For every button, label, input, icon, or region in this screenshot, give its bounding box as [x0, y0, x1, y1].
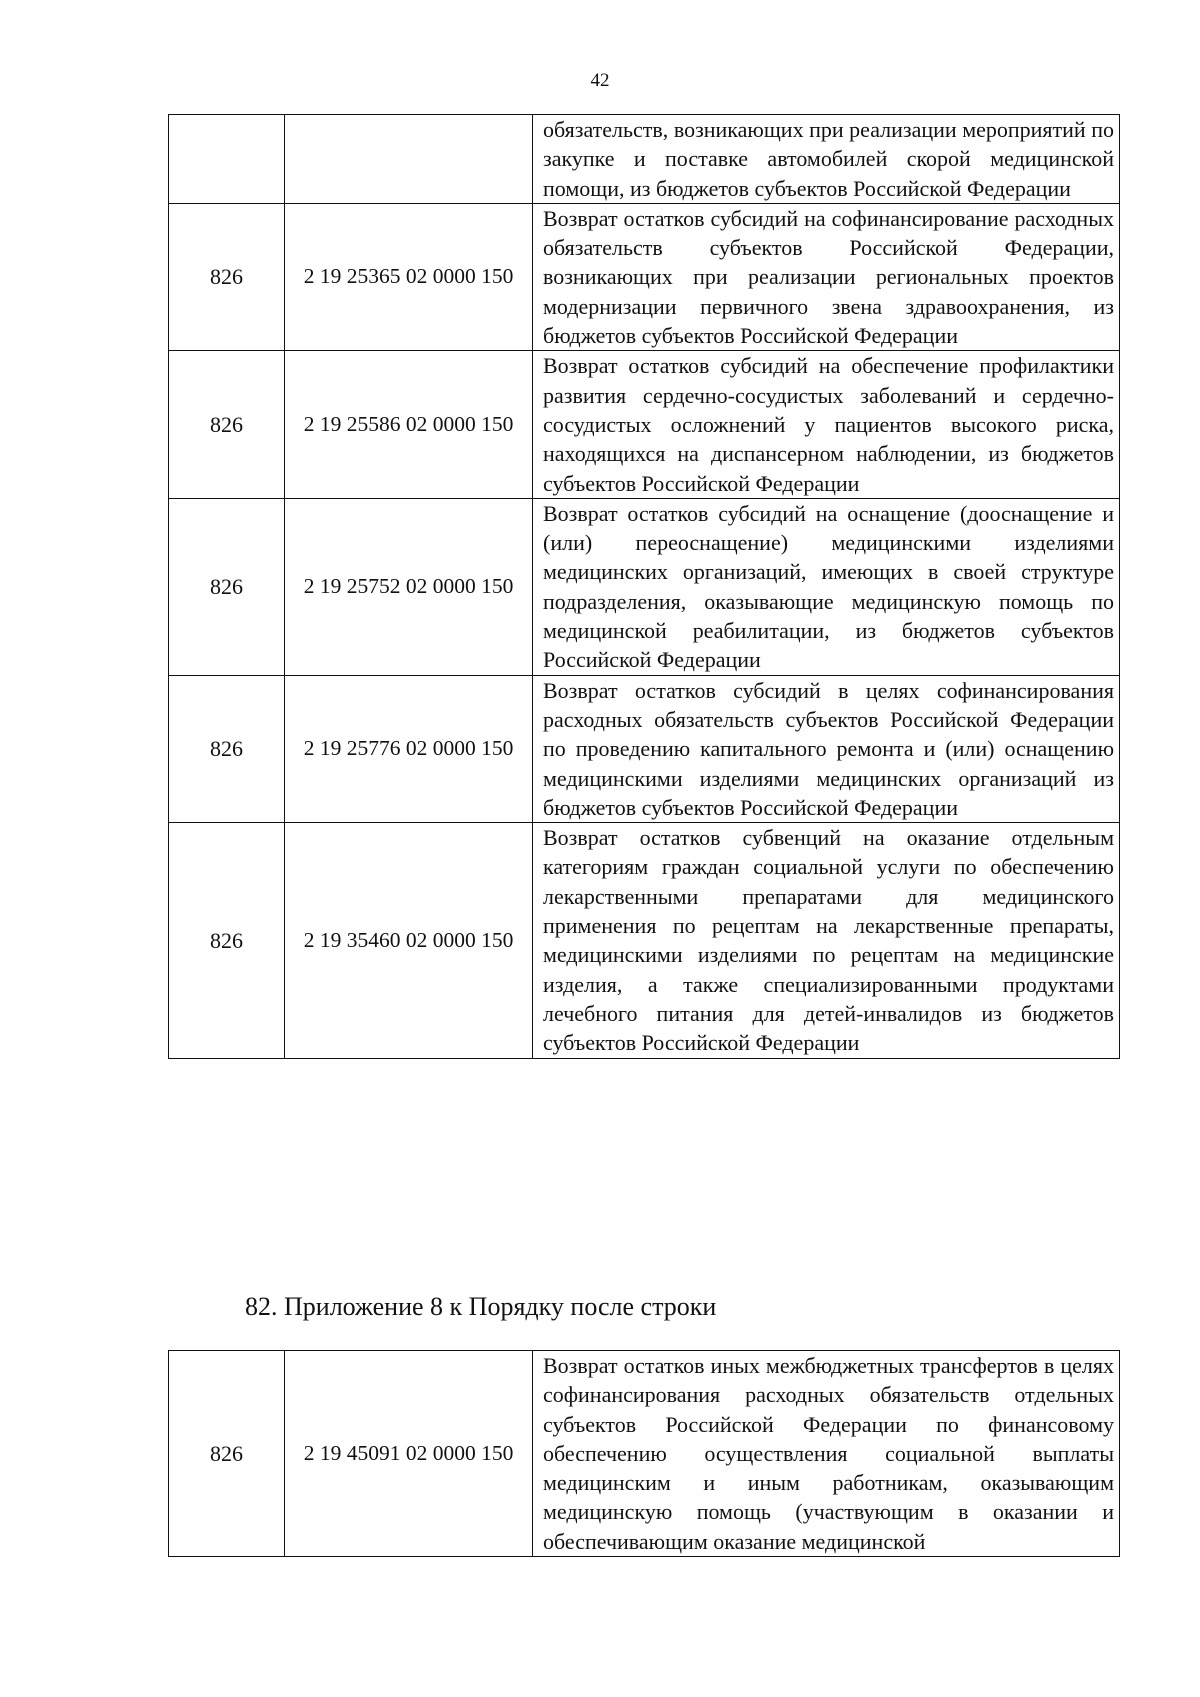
description-cell: Возврат остатков иных межбюджетных трансфертов в целях софинансирования расходных обязательств отдельных субъектов Российской Федерации по финансовому обеспечению осуществления социальной выплаты медицинским и иным работникам, оказывающим медицинскую помощь (участвующим в оказании и обеспечивающим оказание медицинской — [533, 1351, 1120, 1557]
description-cell: Возврат остатков субсидий на оснащение (дооснащение и (или) переоснащение) медицинскими изделиями медицинских организаций, имеющих в своей структуре подразделения, оказывающие медицинскую помощь по медицинской реабилитации, из бюджетов субъектов Российской Федерации — [533, 498, 1120, 675]
table-row — [169, 823, 1120, 1058]
budget-codes-table-continued — [168, 1350, 1120, 1557]
budget-codes-table — [168, 114, 1120, 1059]
description-cell: Возврат остатков субсидий на софинансирование расходных обязательств субъектов Российской Федерации, возникающих при реализации региональных проектов модернизации первичного звена здравоохранения, из бюджетов субъектов Российской Федерации — [533, 203, 1120, 350]
budget-classification-code-cell: 2 19 25586 02 0000 150 — [285, 351, 533, 498]
chapter-code-cell — [169, 115, 285, 204]
budget-classification-code-cell — [285, 115, 533, 204]
chapter-code-cell: 826 — [169, 823, 285, 1058]
chapter-code-cell: 826 — [169, 675, 285, 822]
chapter-code-cell: 826 — [169, 351, 285, 498]
budget-classification-code-cell: 2 19 45091 02 0000 150 — [285, 1351, 533, 1557]
budget-classification-code-cell: 2 19 35460 02 0000 150 — [285, 823, 533, 1058]
budget-classification-code-cell: 2 19 25752 02 0000 150 — [285, 498, 533, 675]
chapter-code-cell: 826 — [169, 1351, 285, 1557]
table-row — [169, 675, 1120, 822]
description-cell: Возврат остатков субсидий на обеспечение профилактики развития сердечно-сосудистых заболеваний и сердечно-сосудистых осложнений у пациентов высокого риска, находящихся на диспансерном наблюдении, из бюджетов субъектов Российской Федерации — [533, 351, 1120, 498]
table-row — [169, 115, 1120, 204]
description-cell: обязательств, возникающих при реализации мероприятий по закупке и поставке автомобилей скорой медицинской помощи, из бюджетов субъектов Российской Федерации — [533, 115, 1120, 204]
table-row — [169, 203, 1120, 350]
budget-classification-code-cell: 2 19 25365 02 0000 150 — [285, 203, 533, 350]
description-cell: Возврат остатков субвенций на оказание отдельным категориям граждан социальной услуги по обеспечению лекарственными препаратами для медицинского применения по рецептам на лекарственные препараты, медицинскими изделиями по рецептам на медицинские изделия, а также специализированными продуктами лечебного питания для детей-инвалидов из бюджетов субъектов Российской Федерации — [533, 823, 1120, 1058]
section-heading: 82. Приложение 8 к Порядку после строки — [245, 1292, 717, 1321]
budget-classification-code-cell: 2 19 25776 02 0000 150 — [285, 675, 533, 822]
chapter-code-cell: 826 — [169, 203, 285, 350]
page-number: 42 — [590, 70, 610, 91]
table-row — [169, 498, 1120, 675]
description-cell: Возврат остатков субсидий в целях софинансирования расходных обязательств субъектов Российской Федерации по проведению капитального ремонта и (или) оснащению медицинскими изделиями медицинских организаций из бюджетов субъектов Российской Федерации — [533, 675, 1120, 822]
chapter-code-cell: 826 — [169, 498, 285, 675]
table-row — [169, 351, 1120, 498]
table-row — [169, 1351, 1120, 1557]
